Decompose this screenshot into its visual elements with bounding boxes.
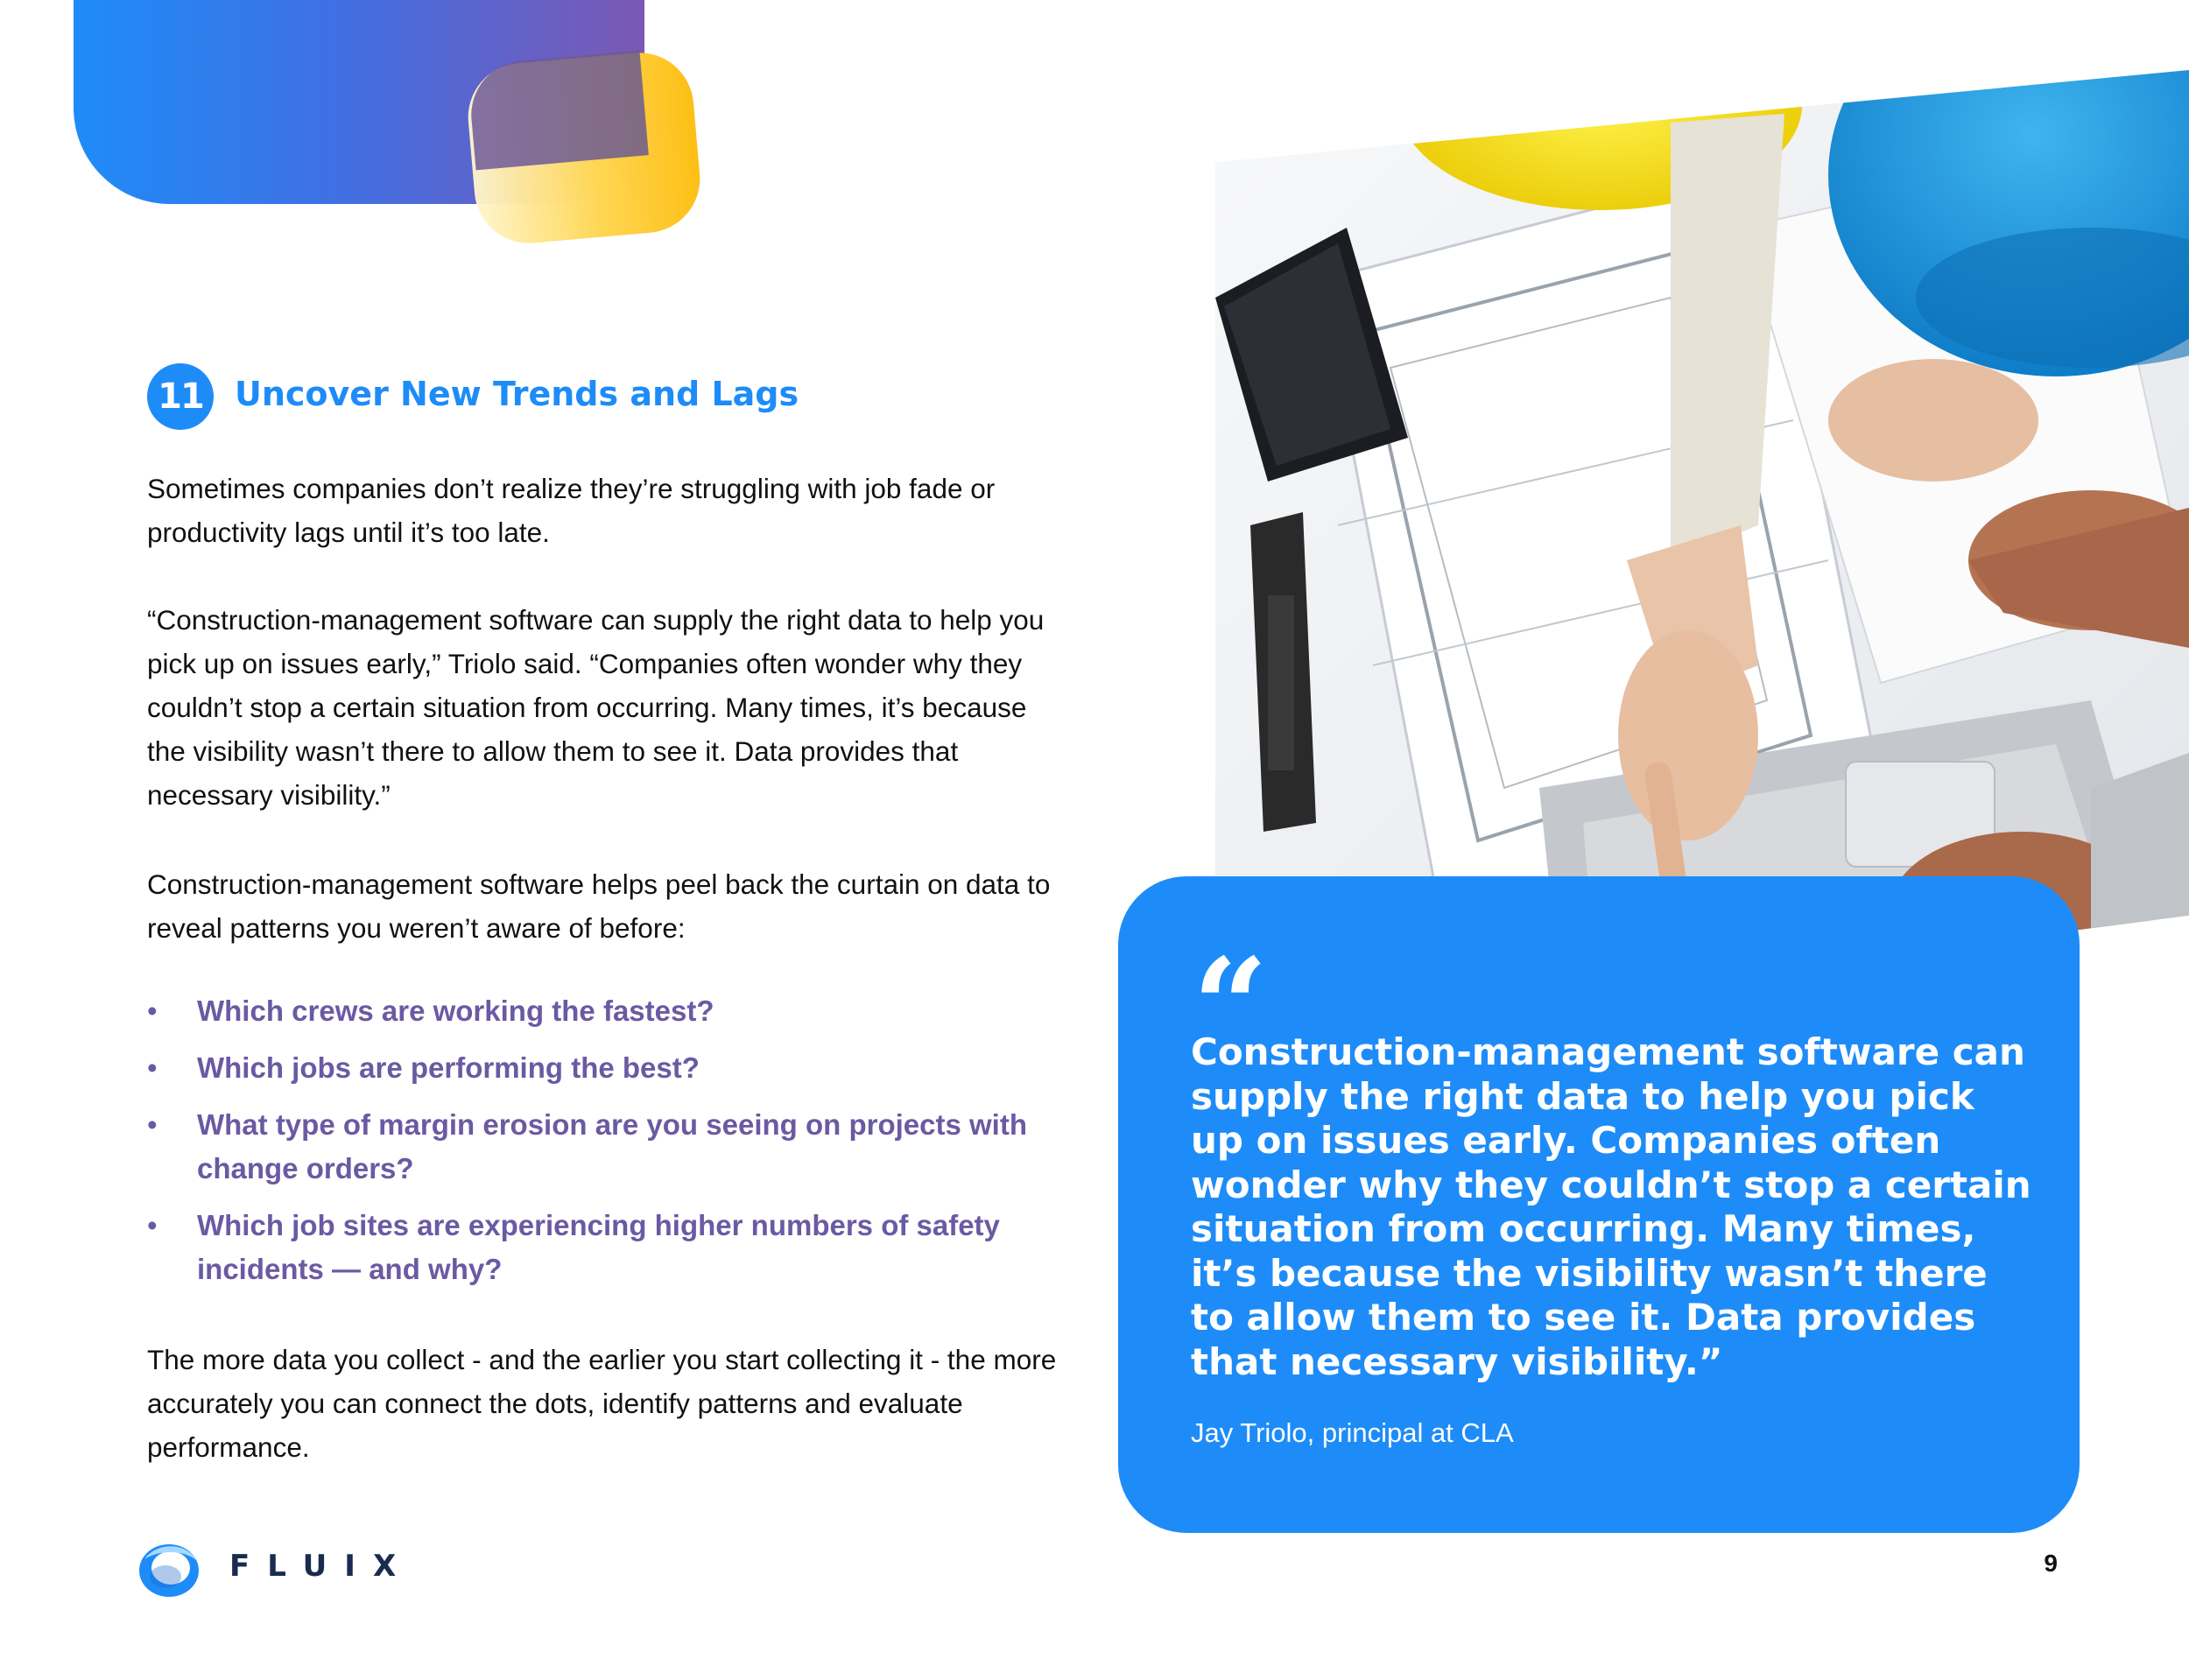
bullet-icon: •	[147, 995, 158, 1027]
section-title: Uncover New Trends and Lags	[235, 375, 799, 413]
list-item	[147, 1204, 1066, 1291]
quote-paragraph: “Construction-management software can supply the right data to help you pick up on issues early,” Triolo said. “Companies often wonder why they couldn’t stop a certain situation from occurring. Many times, it’s because the visibility wasn’t there to allow them to see it. Data provides that necessary visibility.”	[147, 604, 1045, 811]
quote-mark-icon: “	[1193, 930, 1269, 1084]
page-number: 9	[2044, 1550, 2058, 1577]
section-number-badge: 11	[147, 363, 214, 430]
list-item-text: Which job sites are experiencing higher numbers of safety incidents — and why?	[197, 1209, 1000, 1285]
list-item-text: What type of margin erosion are you seeing on projects with change orders?	[197, 1108, 1027, 1184]
bullet-icon: •	[147, 1209, 158, 1241]
question-list	[147, 989, 1066, 1304]
list-item-text: Which crews are working the fastest?	[197, 995, 714, 1027]
bullet-icon: •	[147, 1108, 158, 1141]
bullet-icon: •	[147, 1051, 158, 1084]
fluix-logo-icon	[136, 1538, 202, 1599]
closing-paragraph: The more data you collect - and the earlier you start collecting it - the more accurately you can connect the dots, identify patterns and evaluate performance.	[147, 1344, 1057, 1463]
intro-paragraph: Sometimes companies don’t realize they’re struggling with job fade or productivity lags until it’s too late.	[147, 473, 996, 548]
quote-text: Construction-management software can supply the right data to help you pick up on issues early. Companies often wonder why they couldn’t stop a certain situation from occurring. Many times, it’s because the visibility wasn’t there to allow them to see it. Data provides that necessary visibility.”	[1191, 1030, 2031, 1383]
list-item-text: Which jobs are performing the best?	[197, 1051, 700, 1084]
logo-wordmark: FLUIX	[229, 1549, 414, 1584]
quote-attribution: Jay Triolo, principal at CLA	[1191, 1417, 1514, 1448]
list-item	[147, 989, 1066, 1033]
lead-in-paragraph: Construction-management software helps peel back the curtain on data to reveal patterns you weren’t aware of before:	[147, 868, 1051, 944]
list-item	[147, 1046, 1066, 1090]
list-item	[147, 1103, 1066, 1191]
